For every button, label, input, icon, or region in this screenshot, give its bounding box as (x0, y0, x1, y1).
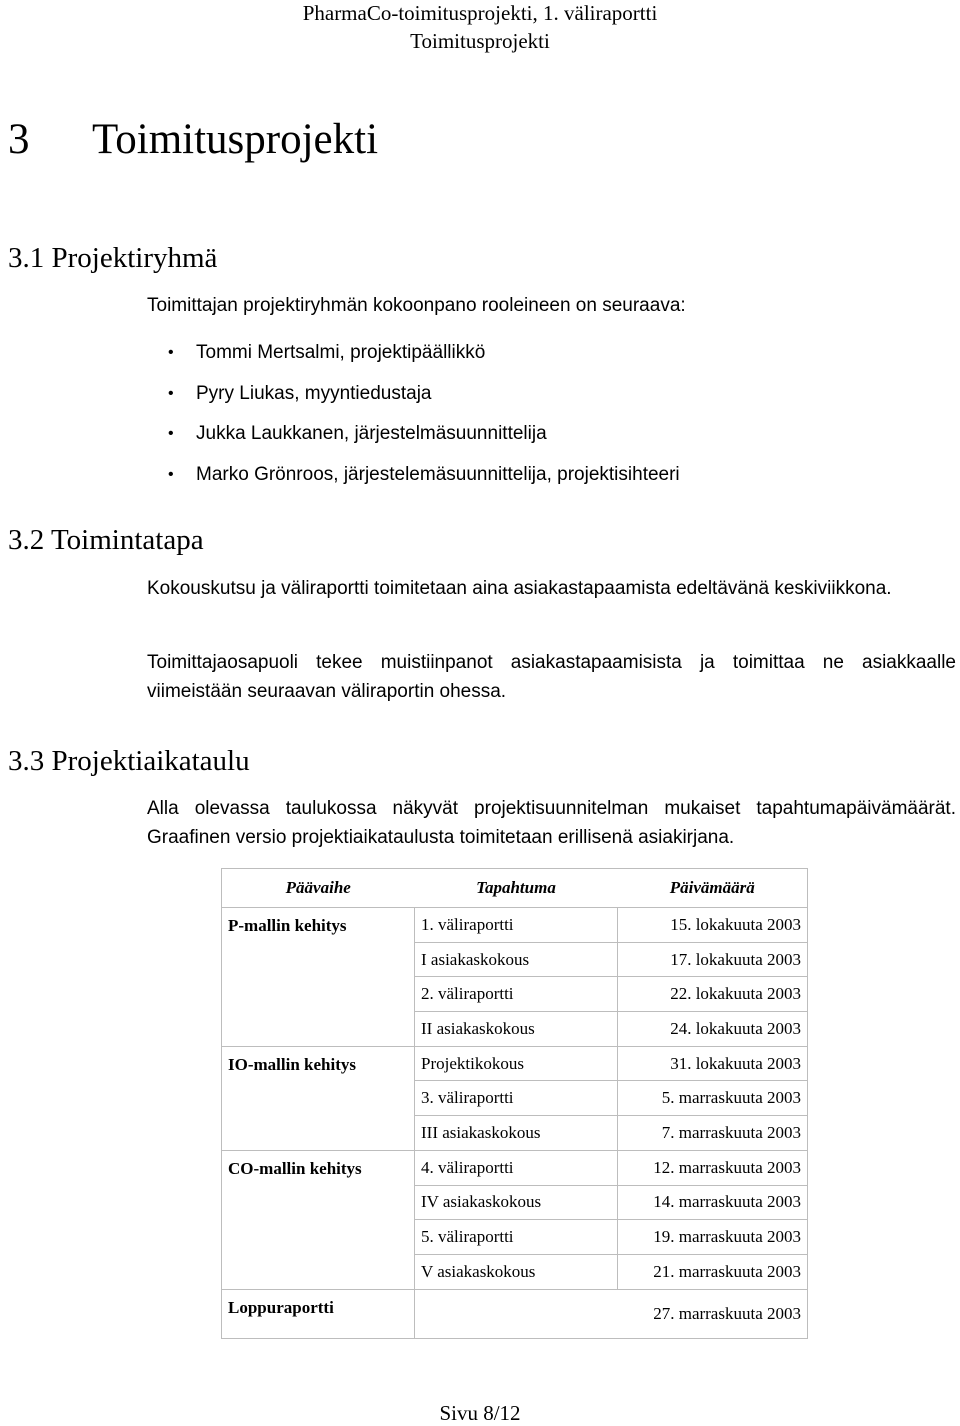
running-header-title: PharmaCo-toimitusprojekti, 1. väliraportti (302, 1, 658, 25)
chapter-heading (8, 112, 378, 168)
list-item: • Marko Grönroos, järjestelemäsuunnittelija, projektisihteeri (168, 460, 680, 501)
date-cell: 21. marraskuuta 2003 (618, 1254, 808, 1289)
column-header-date: Päivämäärä (618, 869, 808, 908)
event-cell: 4. väliraportti (415, 1150, 618, 1185)
date-cell: 14. marraskuuta 2003 (618, 1185, 808, 1220)
notes-paragraph: Toimittajaosapuoli tekee muistiinpanot asiakastapaamisista ja toimittaa ne asiakkaalle viimeistään seuraavan väliraportin ohessa. (147, 652, 956, 702)
date-cell: 12. marraskuuta 2003 (618, 1150, 808, 1185)
phase-cell: IO-mallin kehitys (222, 1046, 415, 1150)
date-cell: 5. marraskuuta 2003 (618, 1081, 808, 1116)
event-cell: II asiakaskokous (415, 1012, 618, 1047)
section-heading-3-2: 3.2 Toimintatapa (8, 524, 204, 556)
list-item: • Jukka Laukkanen, järjestelmäsuunnittelija (168, 419, 680, 460)
section-heading-3-3: 3.3 Projektiaikataulu (8, 745, 250, 777)
bullet-icon: • (168, 344, 174, 361)
event-cell: III asiakaskokous (415, 1116, 618, 1151)
date-cell: 19. marraskuuta 2003 (618, 1220, 808, 1255)
schedule-table (221, 868, 808, 1339)
page-number: Sivu 8/12 (439, 1401, 521, 1425)
phase-cell: P-mallin kehitys (222, 908, 415, 1047)
event-cell: V asiakaskokous (415, 1254, 618, 1289)
list-item: • Pyry Liukas, myyntiedustaja (168, 379, 680, 420)
event-cell: 5. väliraportti (415, 1220, 618, 1255)
date-cell: 17. lokakuuta 2003 (618, 942, 808, 977)
date-cell: 15. lokakuuta 2003 (618, 908, 808, 943)
event-cell: 1. väliraportti (415, 908, 618, 943)
list-item: • Tommi Mertsalmi, projektipäällikkö (168, 338, 680, 379)
chapter-title: Toimitusprojekti (92, 116, 379, 163)
table-header-row (222, 869, 808, 908)
meeting-paragraph: Kokouskutsu ja väliraportti toimitetaan aina asiakastapaamista edeltävänä keskiviikkona. (147, 578, 892, 599)
date-cell: 22. lokakuuta 2003 (618, 977, 808, 1012)
running-header-subtitle: Toimitusprojekti (410, 29, 550, 53)
event-cell: IV asiakaskokous (415, 1185, 618, 1220)
event-cell: 3. väliraportti (415, 1081, 618, 1116)
phase-cell: Loppuraportti (222, 1289, 415, 1338)
table-row (222, 908, 808, 943)
bullet-icon: • (168, 466, 174, 484)
column-header-phase: Päävaihe (222, 869, 415, 908)
date-cell: 27. marraskuuta 2003 (653, 1303, 801, 1323)
event-cell: Projektikokous (415, 1046, 618, 1081)
event-cell (415, 1289, 618, 1338)
bullet-icon: • (168, 425, 174, 443)
date-cell: 24. lokakuuta 2003 (618, 1012, 808, 1047)
event-cell: 2. väliraportti (415, 977, 618, 1012)
bullet-icon: • (168, 384, 174, 402)
table-row (222, 1046, 808, 1081)
schedule-intro: Alla olevassa taulukossa näkyvät projektisuunnitelman mukaiset tapahtumapäivämäärät. Graafinen versio projektiaikataulusta toimitetaan erillisenä asiakirjana. (147, 798, 956, 848)
phase-cell: CO-mallin kehitys (222, 1150, 415, 1289)
team-intro: Toimittajan projektiryhmän kokoonpano rooleineen on seuraava: (147, 295, 686, 316)
table-row (222, 1289, 808, 1338)
date-cell: 7. marraskuuta 2003 (618, 1116, 808, 1151)
table-row (222, 1150, 808, 1185)
date-cell: 31. lokakuuta 2003 (618, 1046, 808, 1081)
chapter-number: 3 (8, 116, 30, 163)
event-cell: I asiakaskokous (415, 942, 618, 977)
column-header-event: Tapahtuma (415, 869, 618, 908)
team-member-list (168, 338, 680, 501)
section-heading-3-1: 3.1 Projektiryhmä (8, 242, 218, 274)
